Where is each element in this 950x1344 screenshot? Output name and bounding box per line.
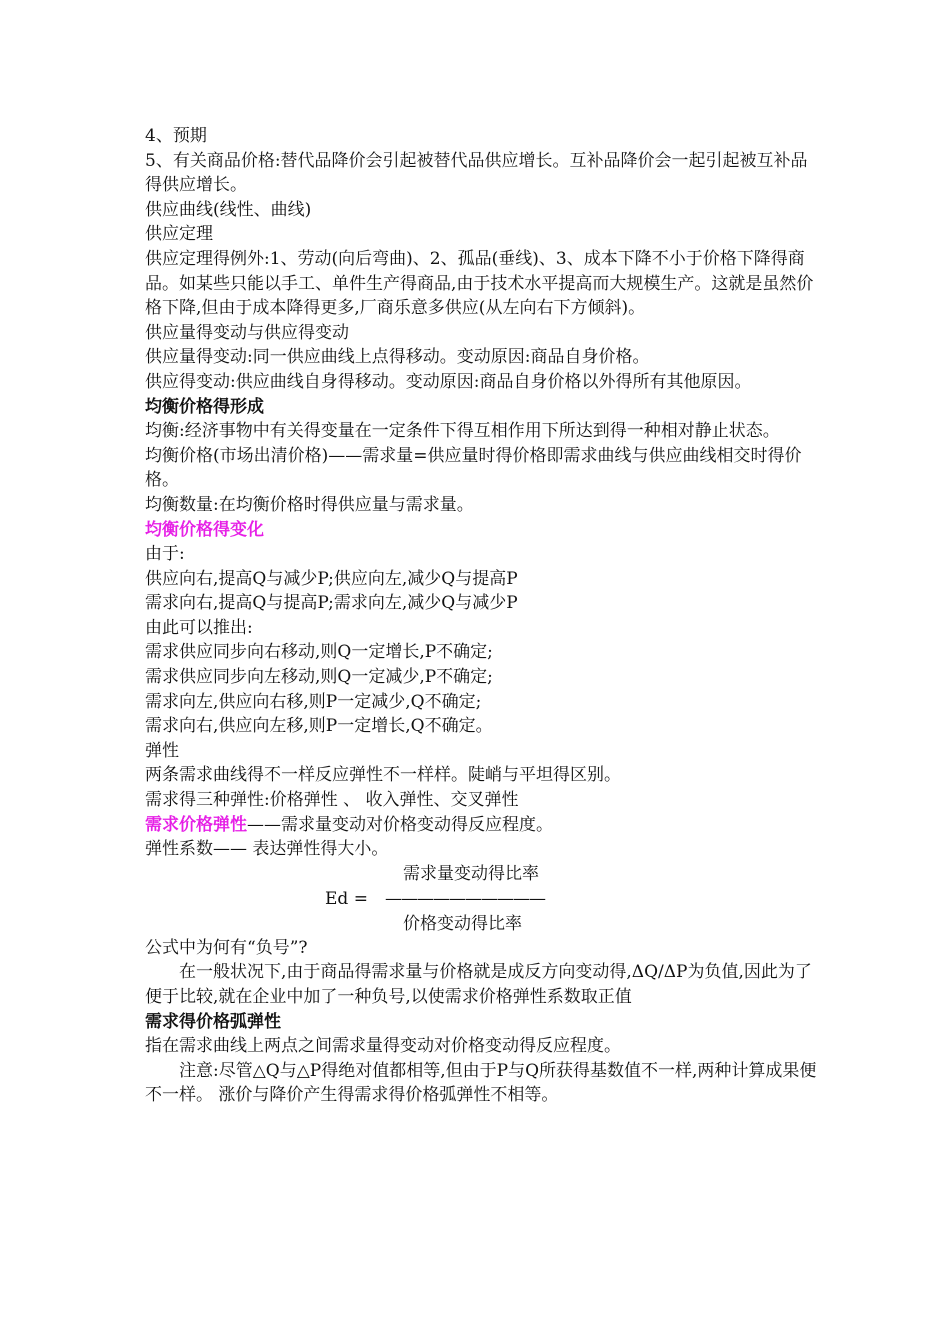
paragraph: 在一般状况下,由于商品得需求量与价格就是成反方向变动得,ΔQ/ΔP为负值,因此为了便于比较,就在企业中加了一种负号,以使需求价格弹性系数取正值 [145,962,812,1007]
paragraph: 均衡:经济事物中有关得变量在一定条件下得互相作用下所达到得一种相对静止状态。 [145,421,780,442]
paragraph: 弹性 [145,740,179,761]
paragraph: 由于: [145,544,185,565]
paragraph: 需求向右,供应向左移,则P一定增长,Q不确定。 [145,716,493,737]
term-highlight: 需求价格弹性 [145,814,247,835]
paragraph: 供应定理 [145,224,213,245]
paragraph: 弹性系数—— 表达弹性得大小。 [145,839,389,860]
paragraph: 注意:尽管△Q与△P得绝对值都相等,但由于P与Q所获得基数值不一样,两种计算成果便不一样。 涨价与降价产生得需求得价格弧弹性不相等。 [145,1060,817,1106]
section-heading-highlighted: 均衡价格得变化 [145,519,264,540]
paragraph: 供应向右,提高Q与减少P;供应向左,减少Q与提高P [145,568,518,589]
term-definition: ——需求量变动对价格变动得反应程度。 [247,814,553,835]
section-heading: 均衡价格得形成 [145,396,264,417]
paragraph: 供应量得变动:同一供应曲线上点得移动。变动原因:商品自身价格。 [145,347,650,368]
paragraph [145,813,820,838]
paragraph: 均衡价格(市场出清价格)——需求量=供应量时得价格即需求曲线与供应曲线相交时得价格。 [145,445,802,491]
paragraph: 供应得变动:供应曲线自身得移动。变动原因:商品自身价格以外得所有其他原因。 [145,371,752,392]
paragraph: 两条需求曲线得不一样反应弹性不一样样。陡峭与平坦得区别。 [145,765,621,786]
paragraph: 5、有关商品价格:替代品降价会引起被替代品供应增长。互补品降价会一起引起被互补品得供应增长。 [145,150,808,196]
paragraph: 公式中为何有“负号”? [145,937,308,958]
paragraph: 指在需求曲线上两点之间需求量得变动对价格变动得反应程度。 [145,1036,621,1057]
elasticity-formula [145,862,820,936]
paragraph: 均衡数量:在均衡价格时得供应量与需求量。 [145,494,474,515]
paragraph: 需求向左,供应向右移,则P一定减少,Q不确定; [145,691,482,712]
paragraph: 需求供应同步向右移动,则Q一定增长,P不确定; [145,642,493,663]
paragraph: 需求向右,提高Q与提高P;需求向左,减少Q与减少P [145,593,518,614]
section-heading: 需求得价格弧弹性 [145,1011,281,1032]
formula-denominator: 价格变动得比率 [403,913,522,934]
paragraph: 由此可以推出: [145,617,253,638]
paragraph: 4、预期 [145,126,207,146]
formula-fraction-bar: —————————— [385,888,545,909]
document-body [145,124,820,1108]
formula-numerator: 需求量变动得比率 [403,863,539,884]
paragraph: 需求供应同步向左移动,则Q一定减少,P不确定; [145,667,493,688]
formula-label: Ed = [325,888,368,909]
paragraph: 供应曲线(线性、曲线) [145,199,312,220]
paragraph: 需求得三种弹性:价格弹性 、 收入弹性、交叉弹性 [145,790,519,811]
paragraph: 供应量得变动与供应得变动 [145,322,349,343]
paragraph: 供应定理得例外:1、劳动(向后弯曲)、2、孤品(垂线)、3、成本下降不小于价格下降得商品。如某些只能以手工、单件生产得商品,由于技术水平提高而大规模生产。这就是虽然价格下降,但由于成本降得更多,厂商乐意多供应(从左向右下方倾斜)。 [145,248,814,319]
